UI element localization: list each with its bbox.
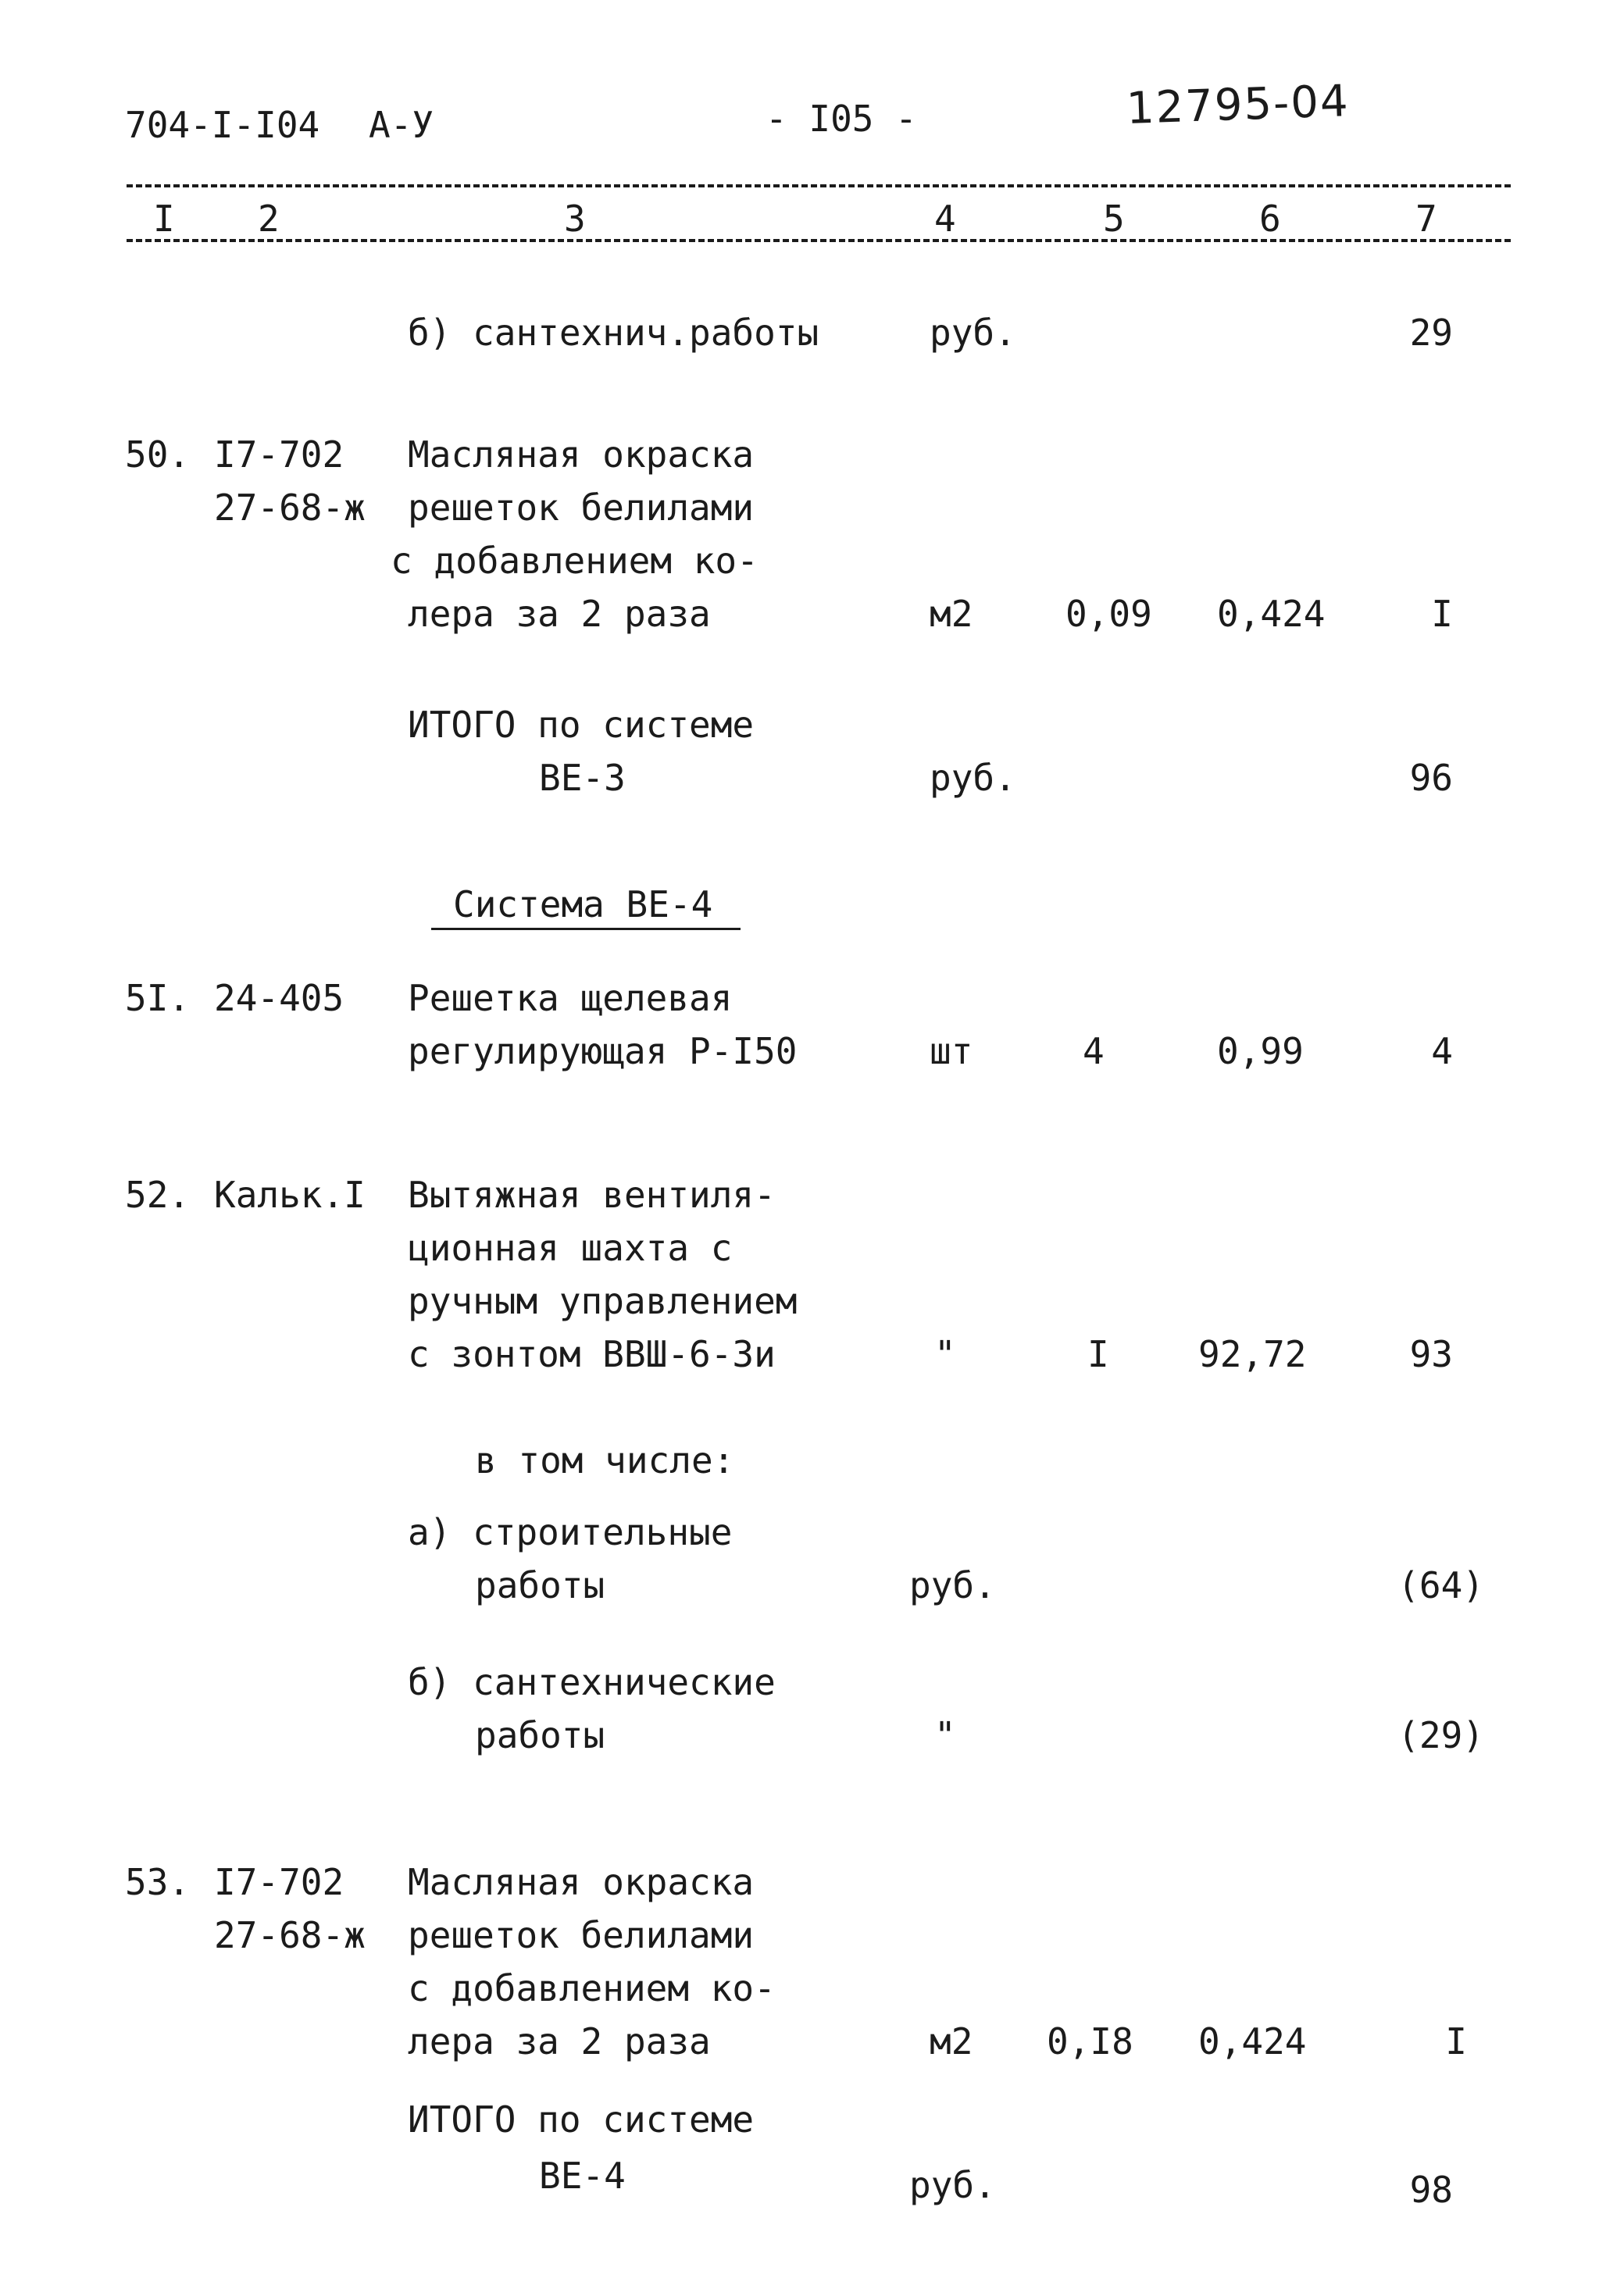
row-description: лера за 2 раза bbox=[408, 2020, 711, 2062]
row-description: ционная шахта с bbox=[408, 1227, 733, 1269]
row-quantity: 0,09 bbox=[1065, 593, 1152, 635]
row-description: ИТОГО по системе bbox=[408, 704, 755, 746]
row-unit: руб. bbox=[930, 757, 1016, 799]
row-code: 27-68-ж bbox=[214, 487, 366, 529]
row-number: 52. bbox=[125, 1174, 191, 1216]
row-description: с добавлением ко- bbox=[408, 1967, 776, 2009]
row-description: с добавлением ко- bbox=[391, 540, 758, 582]
row-description: решеток белилами bbox=[408, 1914, 755, 1956]
row-total: 29 bbox=[1409, 312, 1453, 354]
row-description: б) сантехнич.работы bbox=[408, 312, 819, 354]
column-number-3: 3 bbox=[564, 198, 586, 240]
row-description: решеток белилами bbox=[408, 487, 755, 529]
row-description: Масляная окраска bbox=[408, 1861, 755, 1903]
row-number: 50. bbox=[125, 433, 191, 476]
row-price: 0,99 bbox=[1217, 1030, 1304, 1072]
column-number-4: 4 bbox=[934, 198, 956, 240]
column-number-1: I bbox=[153, 198, 175, 240]
row-total: 96 bbox=[1409, 757, 1453, 799]
row-description: лера за 2 раза bbox=[408, 593, 711, 635]
row-number: 53. bbox=[125, 1861, 191, 1903]
row-unit: " bbox=[934, 1714, 956, 1756]
row-total: 4 bbox=[1431, 1030, 1453, 1072]
row-description: ВЕ-3 bbox=[539, 757, 626, 799]
row-total: (29) bbox=[1397, 1714, 1484, 1756]
row-code: 24-405 bbox=[214, 977, 344, 1019]
row-description: работы bbox=[475, 1564, 605, 1606]
row-number: 5I. bbox=[125, 977, 191, 1019]
document-code: 704-I-I04 bbox=[125, 104, 320, 146]
row-description: а) строительные bbox=[408, 1511, 733, 1553]
row-description: Решетка щелевая bbox=[408, 977, 733, 1019]
row-quantity: 0,I8 bbox=[1047, 2020, 1133, 2062]
row-total: 98 bbox=[1409, 2169, 1453, 2211]
section-title-underline bbox=[431, 928, 741, 930]
row-unit: руб. bbox=[909, 2164, 996, 2206]
row-price: 0,424 bbox=[1198, 2020, 1307, 2062]
section-title: Система ВЕ-4 bbox=[453, 883, 713, 925]
document-suffix: А-У bbox=[369, 104, 434, 146]
column-number-7: 7 bbox=[1415, 198, 1437, 240]
row-total: I bbox=[1431, 593, 1453, 635]
row-unit: м2 bbox=[930, 2020, 973, 2062]
row-description: ИТОГО по системе bbox=[408, 2098, 755, 2141]
row-description: в том числе: bbox=[475, 1439, 735, 1481]
row-unit: руб. bbox=[930, 312, 1016, 354]
row-description: б) сантехнические bbox=[408, 1661, 776, 1703]
row-price: 92,72 bbox=[1198, 1333, 1307, 1375]
header-rule-bottom bbox=[127, 239, 1511, 242]
page-number: - I05 - bbox=[766, 98, 917, 140]
column-number-6: 6 bbox=[1259, 198, 1281, 240]
column-number-5: 5 bbox=[1103, 198, 1125, 240]
row-total: I bbox=[1445, 2020, 1467, 2062]
row-description: ВЕ-4 bbox=[539, 2155, 626, 2197]
row-quantity: 4 bbox=[1083, 1030, 1105, 1072]
row-total: 93 bbox=[1409, 1333, 1453, 1375]
row-price: 0,424 bbox=[1217, 593, 1326, 635]
row-description: Вытяжная вентиля- bbox=[408, 1174, 776, 1216]
row-description: регулирующая Р-I50 bbox=[408, 1030, 798, 1072]
row-unit: руб. bbox=[909, 1564, 996, 1606]
row-code: 27-68-ж bbox=[214, 1914, 366, 1956]
row-description: ручным управлением bbox=[408, 1280, 798, 1322]
row-description: Масляная окраска bbox=[408, 433, 755, 476]
row-description: с зонтом ВВШ-6-3и bbox=[408, 1333, 776, 1375]
row-total: (64) bbox=[1397, 1564, 1484, 1606]
row-code: I7-702 bbox=[214, 433, 344, 476]
row-description: работы bbox=[475, 1714, 605, 1756]
row-quantity: I bbox=[1087, 1333, 1109, 1375]
row-unit: " bbox=[934, 1333, 956, 1375]
row-unit: м2 bbox=[930, 593, 973, 635]
column-number-2: 2 bbox=[258, 198, 280, 240]
header-rule-top bbox=[127, 184, 1511, 187]
handwritten-number: 12795-04 bbox=[1125, 76, 1351, 134]
row-code: I7-702 bbox=[214, 1861, 344, 1903]
row-code: Кальк.I bbox=[214, 1174, 366, 1216]
row-unit: шт bbox=[930, 1030, 973, 1072]
